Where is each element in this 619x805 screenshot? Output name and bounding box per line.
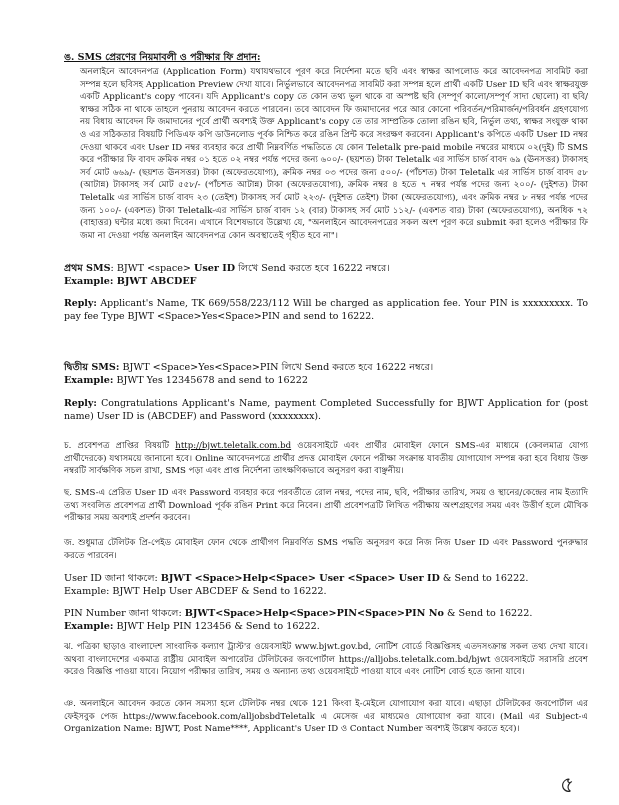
second-sms-label: দ্বিতীয় SMS: [64, 362, 120, 373]
pin-retrieve-bold: BJWT<Space>Help<Space>PIN<Space>PIN No [184, 608, 444, 619]
item-nya-text: অনলাইনে আবেদন করতে কোন সমস্যা হলে টেলিটক নম্বর থেকে 121 কিংবা ই-মেইলে যোগাযোগ করা যাবে। এছাড়া টেলিটকের জবপোর্টাল এর ফেইসবুক পেজ https://www.facebook.com/alljobsbdTeletalk এ মেসেজ এর মাধ্যমেও যোগাযোগ করা যাবে। (Mail এর Subject-এ Organization Name: BJWT, Post Name****, Applicant's User ID ও Contact Number অবশ্যই উল্লেখ করতে হবে)। [64, 699, 589, 735]
userid-retrieve-example: Example: BJWT Help User ABCDEF & Send to 16222. [64, 586, 327, 597]
first-sms-example-value: BJWT ABCDEF [113, 276, 197, 287]
userid-retrieve-post: & Send to 16222. [439, 573, 529, 584]
userid-retrieve [64, 572, 588, 598]
first-sms-text-post: লিখে Send করতে হবে 16222 নম্বরে। [235, 263, 390, 274]
second-sms-instruction [64, 361, 588, 387]
second-sms-example-value: BJWT Yes 12345678 and send to 16222 [113, 375, 308, 386]
first-sms-text-pre: : BJWT <space> [110, 263, 194, 274]
item-ch-text-a: প্রবেশপত্র প্রাপ্তির বিষয়টি [77, 441, 176, 451]
page-number-mark: ৫ [560, 773, 575, 798]
first-reply [64, 297, 588, 323]
item-j [64, 537, 588, 562]
item-jh-text: পত্রিকা ছাড়াও বাংলাদেশ সাংবাদিক কল্যাণ ট্রাস্ট'র ওয়েবসাইট www.bjwt.gov.bd, নোটিশ বোর্ডে বিজ্ঞপ্তিসহ এতদসংক্রান্ত সকল তথ্য দেখা যাবে। অথবা বাংলাদেশের একমাত্র রাষ্ট্রীয় মোবাইল অপারেটর টেলিটকের জবপোর্টাল https://alljobs.teletalk.com.bd/bjwt ওয়েবসাইটে সরাসরি প্রবেশ করেও বিজ্ঞপ্তি পাওয়া যাবে। নিয়োগ পরীক্ষার তারিখ, সময় ও অন্যান্য তথ্য ওয়েবসাইটে পাওয়া যাবে এবং নোটিশ বোর্ড হতে জানা যাবে। [64, 642, 588, 678]
first-reply-label: Reply: [64, 298, 97, 309]
admit-card-link[interactable]: http://bjwt.teletalk.com.bd [175, 441, 292, 451]
pin-retrieve-example-label: Example: [64, 621, 114, 632]
item-ch-marker: চ. [64, 441, 72, 451]
intro-paragraph: অনলাইনে আবেদনপত্র (Application Form) যথাযথভাবে পূরণ করে নির্দেশনা মতে ছবি এবং স্বাক্ষর আপলোড করে আবেদনপত্র সাবমিট করা সম্পন্ন হলে ছবিসহ Application Preview দেখা যাবে। নির্ভুলভাবে আবেদনপত্র সাবমিট করা সম্পন্ন হলে প্রার্থী একটি User ID ছবি এবং স্বাক্ষরযুক্ত একটি Applicant's copy পাবেন। যদি Applicant's copy তে কোন তথ্য ভুল থাকে বা অস্পষ্ট ছবি (সম্পূর্ণ কালো/সম্পূর্ণ সাদা ছোলো) বা ছবি/স্বাক্ষর সঠিক না থাকে তাহলে পুনরায় আবেদন করতে পারবেন। তবে আবেদন ফি জমাদানের পরে আর কোনো পরিবর্তন/পরিমার্জন/পরিবর্ধন গ্রহণযোগ্য নয় বিধায় আবেদন ফি জমাদানের পূর্বে প্রার্থী অবশ্যই উক্ত Applicant's copy তে তার সাম্প্রতিক তোলা রঙিন ছবি, নির্ভুল তথ্য, স্বাক্ষর সংযুক্ত থাকা ও এর সঠিকতার বিষয়টি পিডিএফ কপি ডাউনলোড পূর্বক নিশ্চিত করে রঙিন প্রিন্ট করে সংরক্ষণ করবেন। Applicant's কপিতে একটি User ID নম্বর দেওয়া থাকবে এবং User ID নম্বর ব্যবহার করে প্রার্থী নিম্নবর্ণিত পদ্ধতিতে যে কোন Teletalk pre-paid mobile নম্বরের মাধ্যমে ০২(দুই) টি SMS করে পরীক্ষার ফি বাবদ ক্রমিক নম্বর ০১ হতে ০২ নম্বর পর্যন্ত পদের জন্য ৬০০/- (ছয়শত) টাকা Teletalk এর সার্ভিস চার্জ বাবদ ৬৯ (ঊনসত্তর) টাকাসহ সর্ব মোট ৬৬৯/- (ছয়শত ঊনসত্তর) টাকা (অফেরতযোগ্য), ক্রমিক নম্বর ০৩ পদের জন্য ৫০০/- (পাঁচশত) টাকা Teletalk এর সার্ভিস চার্জ বাবদ ৫৮ (আটান্ন) টাকাসহ সর্ব মোট ৫৫৮/- (পাঁচশত আটান্ন) টাকা (অফেরতযোগ্য), ক্রমিক নম্বর ৪ হতে ৭ নম্বর পর্যন্ত পদের জন্য ২০০/- (দুইশত) টাকা Teletalk এর সার্ভিস চার্জ বাবদ ২৩ (তেইশ) টাকাসহ সর্ব মোট ২২৩/- (দুইশত তেইশ) টাকা (অফেরতযোগ্য), এবং ক্রমিক নম্বর ৮ নম্বর পর্যন্ত পদের জন্য ১০০/- (একশত) টাকা Teletalk-এর সার্ভিস চার্জ বাবদ ১২ (বার) টাকাসহ সর্ব মোট ১১২/- (একশত বার) টাকা (অফেরতযোগ্য), অনধিক ৭২ (বাহাত্তর) ঘন্টার মধ্যে জমা দিবেন। এখানে বিশেষভাবে উল্লেখ্য যে, "অনলাইনে আবেদনপত্রের সকল অংশ পূরণ করে submit করা হলেও পরীক্ষার ফি জমা না দেওয়া পর্যন্ত অনলাইন আবেদনপত্র কোন অবস্থাতেই গৃহীত হবে না"। [80, 67, 588, 241]
item-nya [64, 698, 588, 736]
second-reply [64, 397, 588, 423]
item-j-marker: জ. [64, 538, 75, 548]
item-chh-marker: ছ. [64, 488, 72, 498]
first-sms-text-bold: User ID [193, 263, 236, 274]
pin-retrieve [64, 607, 588, 633]
userid-retrieve-pre: User ID জানা থাকলে: [64, 573, 161, 584]
first-sms-label: প্রথম SMS [64, 263, 111, 274]
second-sms-text: BJWT <Space>Yes<Space>PIN লিখে Send করতে হবে 16222 নম্বরে। [119, 362, 434, 373]
item-j-text: শুধুমাত্র টেলিটক প্রি-পেইড মোবাইল ফোন থেকে প্রার্থীগণ নিম্নবর্ণিত SMS পদ্ধতি অনুসরণ করে নিজ নিজ User ID এবং Password পুনরুদ্ধার করতে পারবেন। [64, 538, 588, 561]
item-chh-text: SMS-এ প্রেরিত User ID এবং Password ব্যবহার করে পরবর্তীতে রোল নম্বর, পদের নাম, ছবি, পরীক্ষার তারিখ, সময় ও স্থানের/কেন্দ্রের নাম ইত্যাদি তথ্য সংবলিত প্রবেশপত্র প্রার্থী Download পূর্বক রঙিন Print করে নিবেন। প্রার্থী প্রবেশপত্রটি লিখিত পরীক্ষায় অংশগ্রহণের সময় এবং উত্তীর্ণ হলে মৌখিক পরীক্ষার সময় অবশ্যই প্রদর্শন করবেন। [64, 488, 588, 524]
userid-retrieve-bold: BJWT <Space>Help<Space> User <Space> User ID [160, 573, 440, 584]
section-heading-text: ঙ. SMS প্রেরণের নিয়মাবলী ও পরীক্ষার ফি প্রদান: [64, 52, 261, 63]
second-reply-text: Congratulations Applicant's Name, payment Completed Successfully for BJWT Application for (post name) User ID is (ABCDEF) and Password (xxxxxxxx). [64, 398, 588, 422]
first-sms-instruction [64, 262, 588, 288]
item-nya-marker: ঞ. [64, 699, 76, 709]
second-sms-example-label: Example: [64, 375, 114, 386]
item-ch [64, 440, 588, 478]
first-sms-example-label: Example: [64, 276, 114, 287]
second-reply-label: Reply: [64, 398, 97, 409]
item-ch-text-b: ওয়েবসাইটে এবং প্রার্থীর মোবাইল ফোনে SMS-এর মাধ্যমে (কেবলমাত্র যোগ্য প্রার্থীদেরকে) যথাসময়ে জানানো হবে। Online আবেদনপত্রে প্রার্থীর প্রদত্ত মোবাইল ফোনে পরীক্ষা সংক্রান্ত যাবতীয় যোগাযোগ সম্পন্ন করা হবে বিধায় উক্ত নম্বরটি সার্বক্ষণিক সচল রাখা, SMS পড়া এবং প্রাপ্ত নির্দেশনা তাৎক্ষণিকভাবে অনুসরণ করা বাঞ্ছনীয়। [64, 441, 588, 477]
pin-retrieve-example-value: BJWT Help PIN 123456 & Send to 16222. [113, 621, 320, 632]
pin-retrieve-post: & Send to 16222. [443, 608, 533, 619]
item-jh [64, 641, 588, 679]
item-chh [64, 487, 588, 525]
item-jh-marker: ঝ. [64, 642, 74, 652]
section-heading [64, 52, 588, 65]
first-reply-text: Applicant's Name, TK 669/558/223/112 Will be charged as application fee. Your PIN is xxxxxxxxx. To pay fee Type BJWT <Space>Yes<Space>PIN and send to 16222. [64, 298, 588, 322]
pin-retrieve-pre: PIN Number জানা থাকলে: [64, 608, 185, 619]
